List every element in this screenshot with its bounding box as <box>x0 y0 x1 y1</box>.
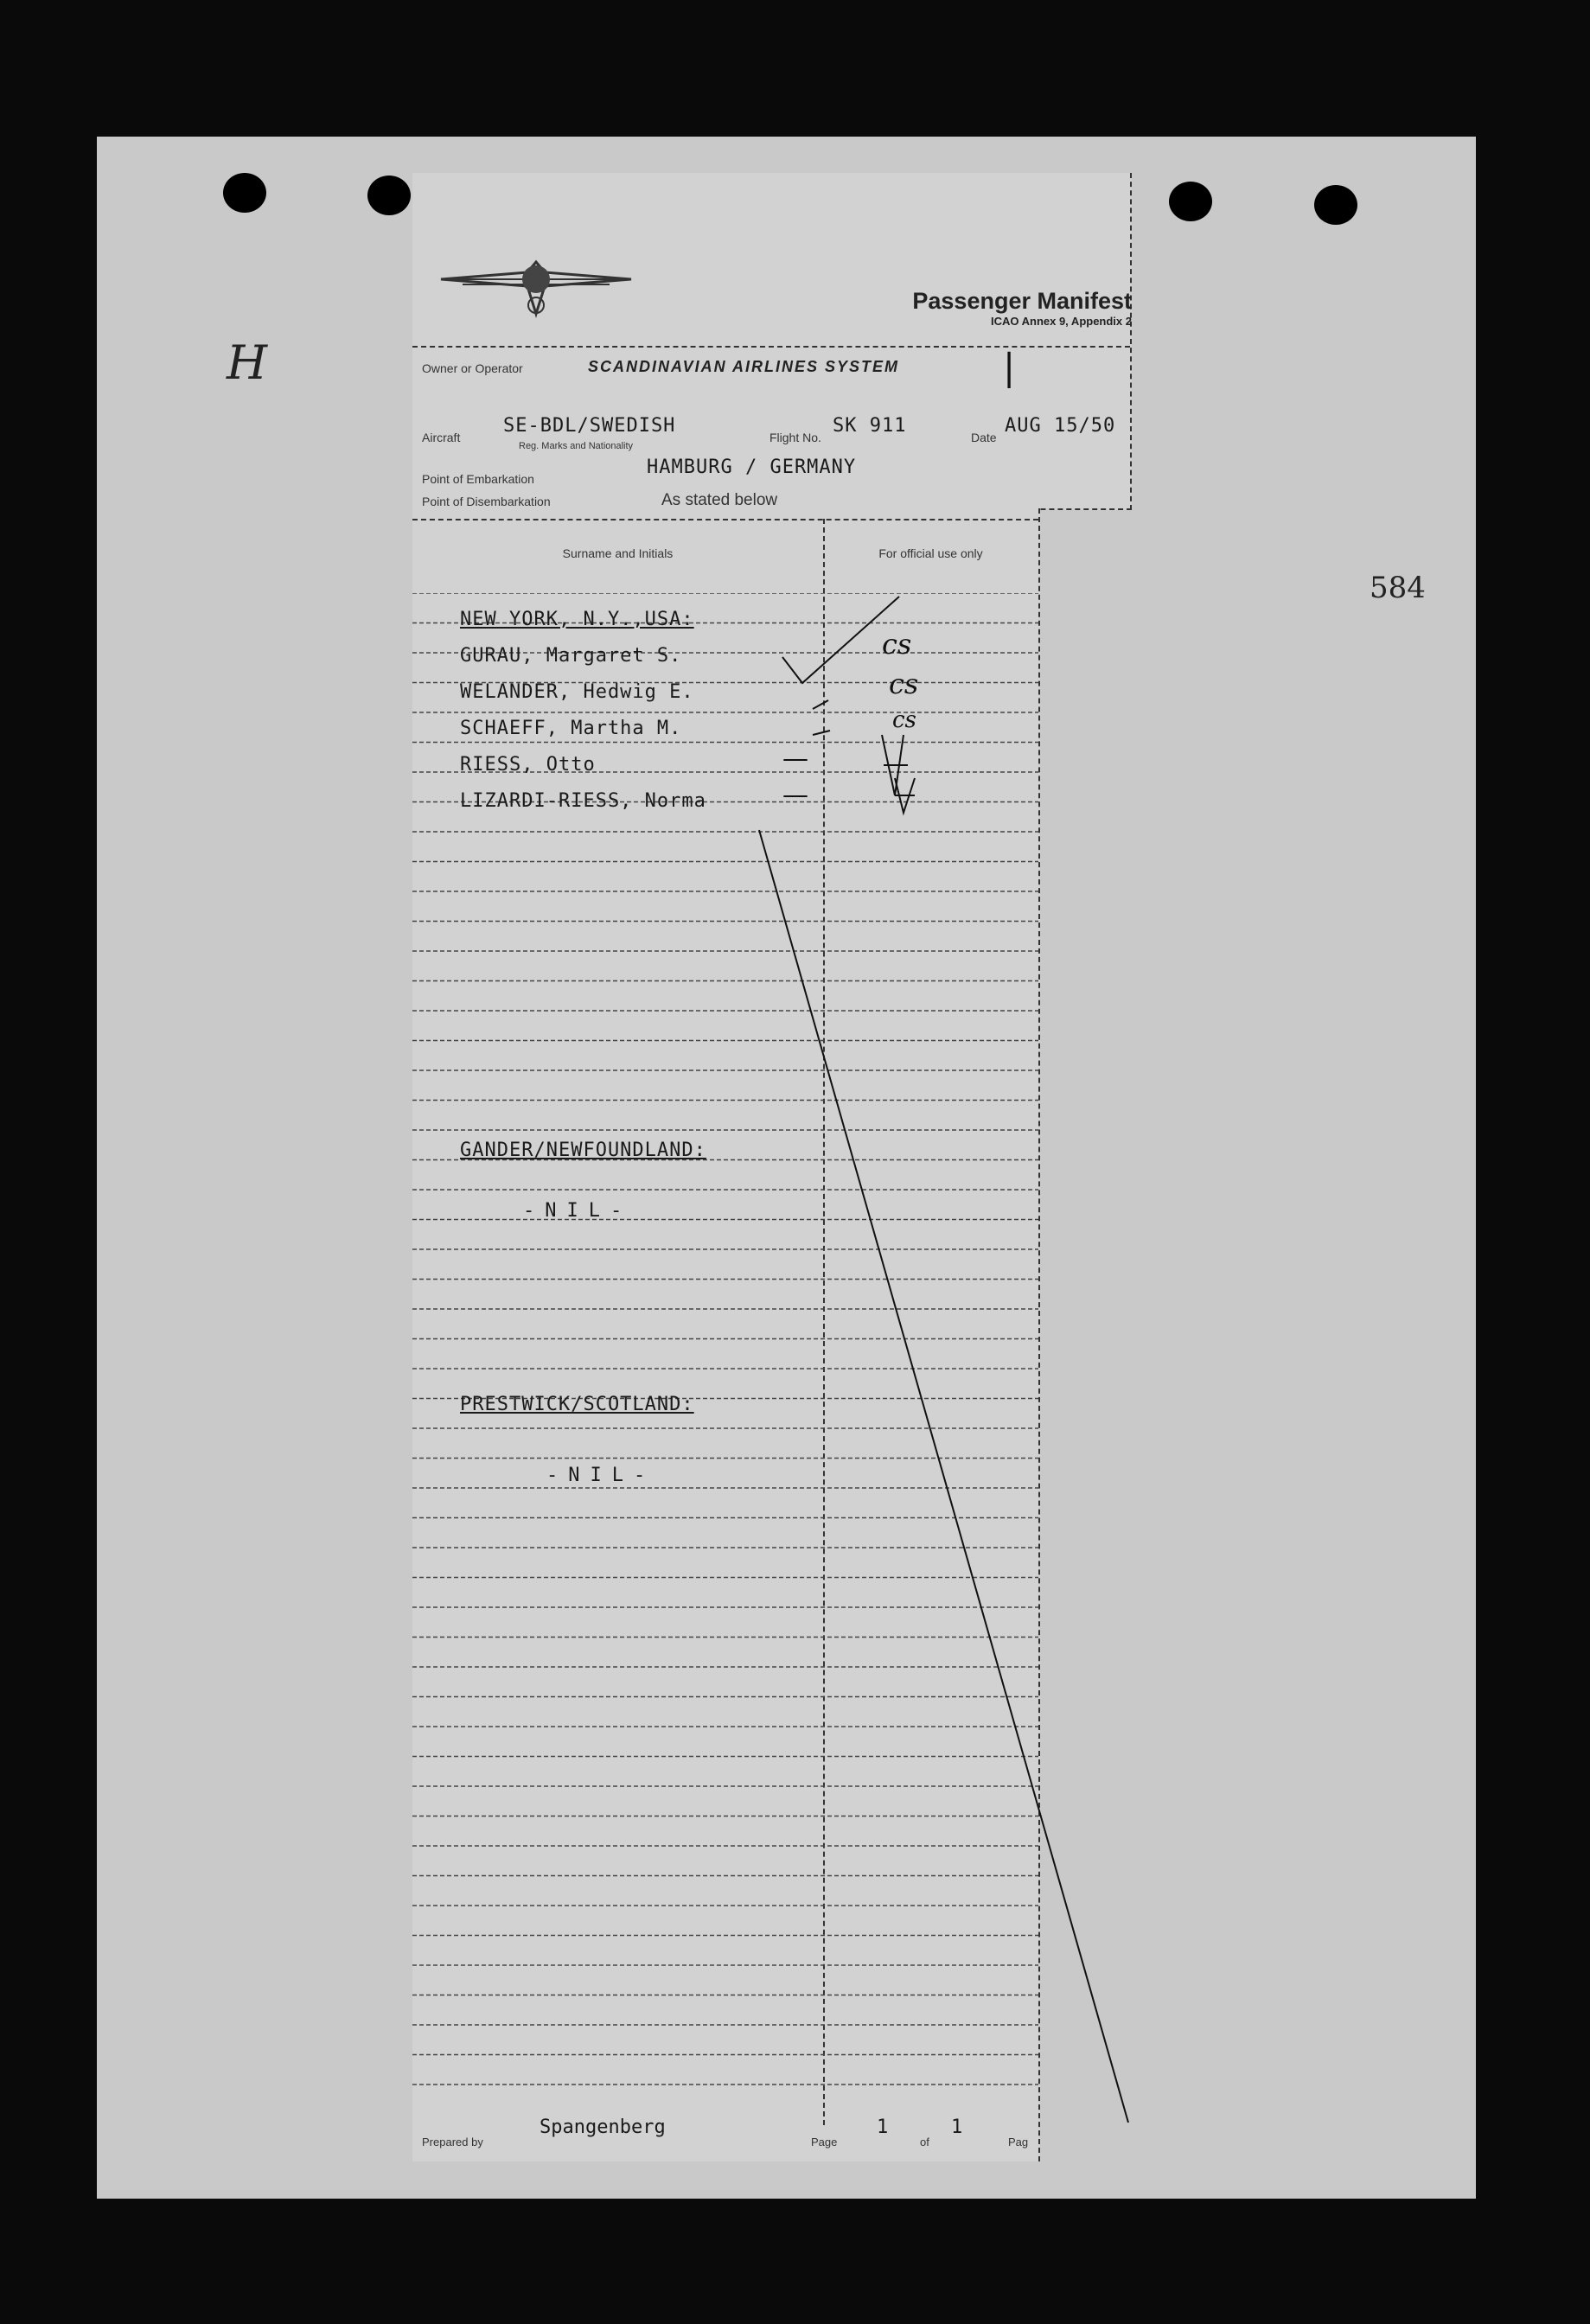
flight-label: Flight No. <box>769 431 821 444</box>
passenger-name: WELANDER, Hedwig E. <box>460 681 694 703</box>
official-mark: cs <box>889 667 919 700</box>
prepared-by-label: Prepared by <box>422 2136 483 2148</box>
stamped-page-number: 584 <box>1370 571 1426 605</box>
punch-hole <box>1314 185 1357 225</box>
nil-marker: -NIL- <box>523 1200 633 1222</box>
column-header-official: For official use only <box>878 546 983 560</box>
official-mark: cs <box>892 707 916 733</box>
nil-marker: -NIL- <box>546 1465 656 1486</box>
page-value: 1 <box>877 2116 889 2138</box>
aircraft-label: Aircraft <box>422 431 461 444</box>
embarkation-value: HAMBURG / GERMANY <box>647 456 857 478</box>
prepared-by-value: Spangenberg <box>540 2116 666 2138</box>
destination-header: NEW YORK, N.Y.,USA: <box>460 609 694 630</box>
destination-header: GANDER/NEWFOUNDLAND: <box>460 1140 706 1161</box>
airline-winged-logo <box>432 253 640 322</box>
owner-label: Owner or Operator <box>422 361 523 375</box>
form-subtitle: ICAO Annex 9, Appendix 2 <box>990 315 1132 328</box>
date-value: AUG 15/50 <box>1005 415 1116 437</box>
official-mark: — <box>782 744 808 774</box>
passenger-name: SCHAEFF, Martha M. <box>460 718 682 739</box>
date-label: Date <box>971 431 997 444</box>
aircraft-sublabel: Reg. Marks and Nationality <box>519 441 634 451</box>
margin-letter: H <box>227 335 268 390</box>
aircraft-value: SE-BDL/SWEDISH <box>503 415 676 437</box>
table-top-line <box>412 519 1038 520</box>
handwritten-stroke: | <box>1003 346 1016 388</box>
punch-hole <box>1169 182 1212 221</box>
punch-hole <box>223 173 266 213</box>
passenger-name: LIZARDI-RIESS, Norma <box>460 790 706 812</box>
of-value: 1 <box>951 2116 963 2138</box>
punch-hole <box>367 176 411 215</box>
disembarkation-value: As stated below <box>661 491 778 509</box>
passenger-name: GURAU, Margaret S. <box>460 645 682 667</box>
header-divider <box>412 346 1130 348</box>
form-title-block <box>912 288 1132 328</box>
disembarkation-label: Point of Disembarkation <box>422 495 551 508</box>
page-label: Page <box>811 2136 838 2148</box>
pages-label: Pag <box>1008 2136 1029 2148</box>
passenger-name: RIESS, Otto <box>460 754 596 776</box>
column-header-name: Surname and Initials <box>562 546 674 560</box>
owner-value: SCANDINAVIAN AIRLINES SYSTEM <box>588 358 900 375</box>
official-mark: — <box>782 780 808 810</box>
form-title: Passenger Manifest <box>912 288 1132 314</box>
flight-value: SK 911 <box>833 415 907 437</box>
ruled-lines <box>412 593 1038 2111</box>
embarkation-label: Point of Embarkation <box>422 472 534 486</box>
of-label: of <box>920 2136 929 2148</box>
official-mark: cs <box>882 628 912 661</box>
destination-header: PRESTWICK/SCOTLAND: <box>460 1394 694 1415</box>
